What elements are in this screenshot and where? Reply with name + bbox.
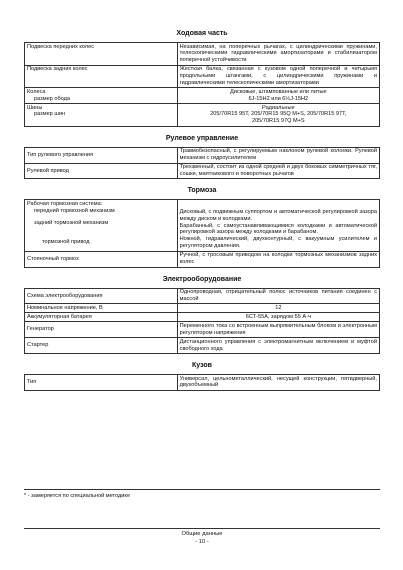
table-row xyxy=(25,375,380,391)
rear-suspension-label: Подвеска задних колес xyxy=(25,65,178,88)
rear-brake-label: задний тормозной механизм xyxy=(34,219,109,226)
steering-drive-label: Рулевой привод xyxy=(25,163,178,179)
section-title-electrical: Электрооборудование xyxy=(162,275,242,283)
wheels-value-cell xyxy=(177,88,379,104)
body-type-value: Универсал, цельнометаллический, несущей конструкции, пятидверный, двухобъемный xyxy=(177,375,379,391)
section-title-steering: Рулевое управление xyxy=(165,134,239,142)
front-suspension-value: Независимая, на поперечных рычагах, с цилиндрическими пружинами, телескопическими гидравлическими амортизаторами и стабилизатором поперечной устойчивости xyxy=(177,43,379,66)
table-row xyxy=(25,88,380,104)
table-row xyxy=(25,43,380,66)
table-row xyxy=(25,338,380,354)
steering-type-value: Травмобезопасный, с регулируемым наклоном рулевой колонки. Рулевой механизм с гидроусилителем xyxy=(177,147,379,163)
page-number: - 10 - xyxy=(195,538,209,545)
tyres-label: Шины xyxy=(27,104,43,111)
page-footer xyxy=(24,528,380,546)
wheels-label: Колеса xyxy=(27,88,46,95)
brake-drive-value: Ножной, гидравлический, двухконтурный, с вакуумным усилителем и регулятором давления. xyxy=(179,236,377,249)
wheels-value: Дисковые, штампованные или литые xyxy=(229,88,327,95)
table-row xyxy=(25,313,380,322)
section-title-chassis: Ходовая часть xyxy=(176,30,228,37)
table-row xyxy=(25,147,380,163)
tyres-value-cell xyxy=(177,104,379,127)
body-type-label: Тип xyxy=(25,375,178,391)
table-row xyxy=(25,104,380,127)
tyres-value: Радиальные xyxy=(262,104,295,111)
voltage-value: 12 xyxy=(177,304,379,313)
starter-value: Дистанционного управления с электромагнитным включением и муфтой свободного хода xyxy=(177,338,379,354)
section-title-body: Кузов xyxy=(192,362,212,369)
brake-drive-label: тормозной привод xyxy=(42,239,90,246)
electrical-table xyxy=(24,288,380,354)
front-suspension-label: Подвеска передних колес xyxy=(25,43,178,66)
table-row xyxy=(25,65,380,88)
tyres-label-cell xyxy=(25,104,178,127)
wiring-scheme-value: Однопроводная, отрицательный полюс источников питания соединен с массой xyxy=(177,288,379,304)
section-title-brakes: Тормоза xyxy=(187,187,217,195)
brakes-table xyxy=(24,199,380,267)
table-row xyxy=(25,251,380,267)
chassis-table xyxy=(24,42,380,127)
generator-value: Переменного тока со встроенным выпрямительным блоком и электронным регулятором напряжения xyxy=(177,322,379,338)
wiring-scheme-label: Схема электрооборудования xyxy=(25,288,178,304)
steering-type-label: Тип рулевого управления xyxy=(25,147,178,163)
wheels-label-cell xyxy=(25,88,178,104)
steering-table xyxy=(24,147,380,180)
rim-size-label: размер обода xyxy=(34,95,71,102)
brake-system-label-cell xyxy=(25,200,178,251)
body-table xyxy=(24,374,380,391)
tyre-size-label: размер шин xyxy=(34,111,66,118)
brake-system-label: Рабочая тормозная система: xyxy=(27,200,103,207)
table-row xyxy=(25,200,380,251)
front-brake-value: Дисковый, с подвижным суппортом и автоматической регулировкой зазора между диском и колодками. xyxy=(179,208,377,222)
parking-brake-label: Стояночный тормоз xyxy=(25,251,178,267)
tyre-size-value-2: 205/70R15 97Q M+S xyxy=(251,118,305,125)
rear-suspension-value: Жесткая балка, связанная с кузовом одной поперечной и четырьмя продольными штангами, с цилиндрическими пружинами и гидравлическими телескопическими амортизаторами xyxy=(177,65,379,88)
spec-page xyxy=(24,22,380,391)
generator-label: Генератор xyxy=(25,322,178,338)
voltage-label: Номинальное напряжение, В xyxy=(25,304,178,313)
starter-label: Стартер xyxy=(25,338,178,354)
table-row xyxy=(25,322,380,338)
table-row xyxy=(25,163,380,179)
rear-brake-value: Барабанный, с самоустанавливающимися колодками и автоматической регулировкой зазора между колодками и барабаном. xyxy=(179,222,377,236)
footer-section-name: Общие данные xyxy=(181,531,223,537)
tyre-size-value-1: 205/70R15 95T, 205/70R15 95Q M+S, 205/70R15 97T, xyxy=(210,111,347,118)
rim-size-value: 6J-15H2 или 6½J-15H2 xyxy=(248,95,309,102)
steering-drive-value: Трехзвенный, состоит из одной средней и двух боковых симметричных тяг, сошки, маятникового и поворотных рычагов xyxy=(177,163,379,179)
footnote: * - замеряется по специальной методике xyxy=(24,489,380,499)
front-brake-label: передний тормозной механизм xyxy=(34,207,115,214)
battery-value: 6СТ-55А, зарядом 55 А·ч xyxy=(177,313,379,322)
brake-system-value-cell xyxy=(177,200,379,251)
parking-brake-value: Ручной, с тросовым приводом на колодки тормозных механизмов задних колес xyxy=(177,251,379,267)
battery-label: Аккумуляторная батарея xyxy=(25,313,178,322)
table-row xyxy=(25,304,380,313)
table-row xyxy=(25,288,380,304)
